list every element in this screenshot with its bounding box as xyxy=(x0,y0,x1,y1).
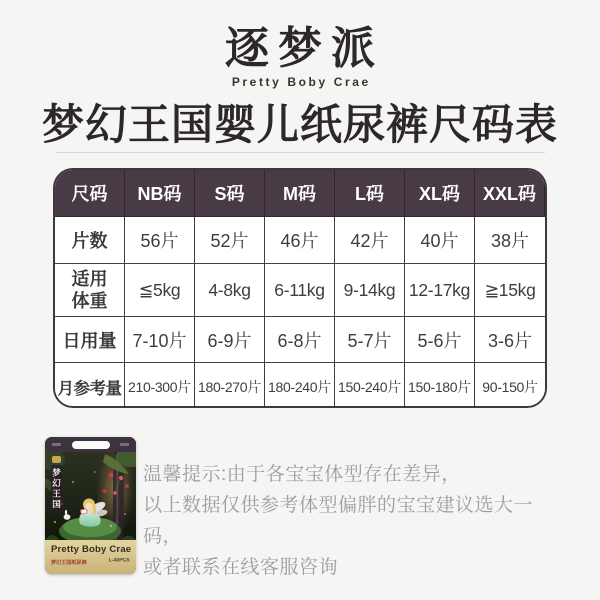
table-cell: 4-8kg xyxy=(195,264,265,317)
tips-line-1: 温馨提示:由于各宝宝体型存在差异， xyxy=(143,464,461,485)
page-title: 梦幻王国婴儿纸尿裤尺码表 xyxy=(41,101,558,148)
package-smallprint-row xyxy=(51,558,130,567)
table-header-xl: XL码 xyxy=(405,170,475,217)
table-cell: 180-240片 xyxy=(265,363,335,408)
row-label-piece-count: 片数 xyxy=(55,217,125,264)
package-series-badge xyxy=(51,456,62,513)
package-forest-fairy-illustration xyxy=(45,452,136,540)
table-cell: 38片 xyxy=(475,217,545,264)
table-header-nb: NB码 xyxy=(125,170,195,217)
package-top-strip xyxy=(45,437,136,452)
size-table xyxy=(53,168,547,408)
table-cell: 180-270片 xyxy=(195,363,265,408)
tips-line-3: 或者联系在线客服咨询 xyxy=(143,557,339,578)
table-header-l: L码 xyxy=(335,170,405,217)
package-mini-logo-icon xyxy=(52,456,61,463)
warm-tips-text xyxy=(143,459,563,583)
brand-logo xyxy=(0,26,600,89)
package-series-smallprint: 梦幻王国纸尿裤 xyxy=(51,560,87,566)
table-cell: 150-240片 xyxy=(335,363,405,408)
brand-logo-chinese: 逐梦派 xyxy=(225,24,384,73)
table-cell: 5-7片 xyxy=(335,317,405,363)
table-header-size: 尺码 xyxy=(55,170,125,217)
table-cell: 7-10片 xyxy=(125,317,195,363)
package-spec-smallprint: L-40PCS xyxy=(109,558,130,564)
package-top-smallprint-right xyxy=(120,443,129,446)
package-top-smallprint-left xyxy=(52,443,61,446)
table-header-m: M码 xyxy=(265,170,335,217)
package-vertical-title: 梦幻王国 xyxy=(51,465,62,513)
table-cell: 46片 xyxy=(265,217,335,264)
table-cell: 210-300片 xyxy=(125,363,195,408)
table-cell: 90-150片 xyxy=(475,363,545,408)
row-label-monthly-reference: 月参考量 xyxy=(55,363,125,408)
row-label-weight-range xyxy=(55,264,125,317)
table-cell: 6-11kg xyxy=(265,264,335,317)
table-cell: 40片 xyxy=(405,217,475,264)
row-label-daily-usage: 日用量 xyxy=(55,317,125,363)
table-cell: 12-17kg xyxy=(405,264,475,317)
brand-logo-english: Pretty Boby Crae xyxy=(231,75,371,90)
bag-handle-cutout xyxy=(72,441,110,449)
table-header-s: S码 xyxy=(195,170,265,217)
table-cell: 42片 xyxy=(335,217,405,264)
table-cell: ≦5kg xyxy=(125,264,195,317)
tips-line-2: 以上数据仅供参考体型偏胖的宝宝建议选大一码， xyxy=(143,495,534,547)
table-cell: 150-180片 xyxy=(405,363,475,408)
row-label-weight-range-text: 适用体重 xyxy=(71,268,108,311)
table-cell: ≧15kg xyxy=(475,264,545,317)
table-header-xxl: XXL码 xyxy=(475,170,545,217)
table-cell: 52片 xyxy=(195,217,265,264)
table-cell: 6-9片 xyxy=(195,317,265,363)
title-divider xyxy=(56,152,545,153)
package-brand-text: Pretty Boby Crae xyxy=(51,544,132,555)
table-cell: 56片 xyxy=(125,217,195,264)
package-bottom-band xyxy=(45,540,136,574)
table-cell: 9-14kg xyxy=(335,264,405,317)
product-package-image xyxy=(45,437,136,574)
table-cell: 6-8片 xyxy=(265,317,335,363)
table-cell: 3-6片 xyxy=(475,317,545,363)
table-cell: 5-6片 xyxy=(405,317,475,363)
